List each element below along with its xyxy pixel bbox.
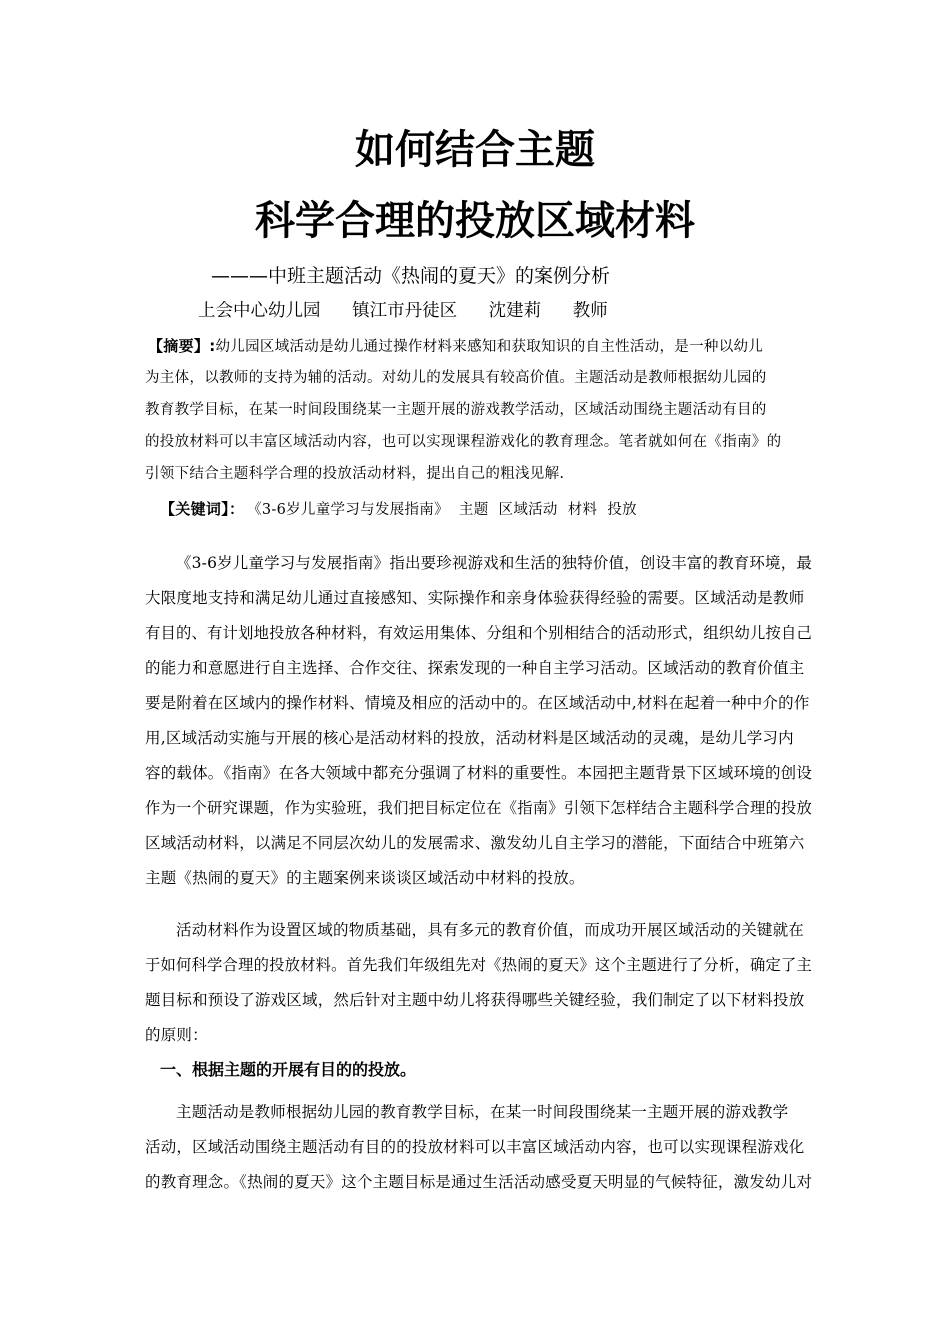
abstract-line: 教育教学目标，在某一时间段围绕某一主题开展的游戏教学活动，区域活动围绕主题活动有目的: [145, 402, 767, 418]
paragraph-line: 要是附着在区域内的操作材料、情境及相应的活动中的。在区域活动中,材料在起着一种中介的作: [145, 694, 810, 712]
paragraph-line: 活动，区域活动围绕主题活动有目的的投放材料可以丰富区域活动内容，也可以实现课程游戏化: [145, 1138, 805, 1156]
keywords-label: 【关键词】：: [160, 500, 245, 518]
paragraph-line: 主题《热闹的夏天》的主题案例来谈谈区域活动中材料的投放。: [145, 869, 585, 887]
keyword: 材料: [567, 502, 598, 518]
keyword: 投放: [607, 502, 637, 518]
author-school: 上会中心幼儿园: [198, 301, 321, 321]
section-heading: 一、根据主题的开展有目的的投放。: [160, 1060, 417, 1079]
author-district: 镇江市丹徒区: [352, 301, 458, 321]
abstract-label: 【摘要】:: [148, 337, 216, 355]
title-line-2: 科学合理的投放区域材料: [255, 198, 695, 244]
keyword: 区域活动: [498, 502, 558, 518]
abstract-text: 幼儿园区域活动是幼儿通过操作材料来感知和获取知识的自主性活动，是一种以幼儿: [215, 339, 764, 355]
paragraph-line: 的教育理念。《热闹的夏天》这个主题目标是通过生活活动感受夏天明显的气候特征，激发幼儿对: [145, 1173, 813, 1191]
paragraph-line: 有目的、有计划地投放各种材料，有效运用集体、分组和个别相结合的活动形式，组织幼儿按自己: [145, 624, 813, 642]
paragraph-line: 主题活动是教师根据幼儿园的教育教学目标，在某一时间段围绕某一主题开展的游戏教学: [176, 1103, 789, 1121]
paragraph-line: 活动材料作为设置区域的物质基础，具有多元的教育价值，而成功开展区域活动的关键就在: [176, 921, 805, 939]
paragraph-line: 的原则：: [145, 1026, 208, 1044]
keywords-line: [160, 493, 647, 526]
paragraph-line: 区域活动材料，以满足不同层次幼儿的发展需求、激发幼儿自主学习的潜能，下面结合中班第六: [145, 834, 805, 852]
abstract-line: 的投放材料可以丰富区域活动内容，也可以实现课程游戏化的教育理念。笔者就如何在《指南》的: [145, 434, 782, 450]
paragraph-line: 《3-6岁儿童学习与发展指南》指出要珍视游戏和生活的独特价值，创设丰富的教育环境，最: [176, 554, 813, 572]
paragraph-line: 用,区域活动实施与开展的核心是活动材料的投放，活动材料是区域活动的灵魂，是幼儿学习内: [145, 729, 794, 747]
paragraph-line: 大限度地支持和满足幼儿通过直接感知、实际操作和亲身体验获得经验的需要。区域活动是教师: [145, 589, 805, 607]
title-line-1: 如何结合主题: [355, 127, 595, 173]
keyword: 《3-6岁儿童学习与发展指南》: [254, 502, 449, 518]
paragraph-line: 于如何科学合理的投放材料。首先我们年级组先对《热闹的夏天》这个主题进行了分析，确定了主: [145, 956, 813, 974]
paragraph-line: 作为一个研究课题，作为实验班，我们把目标定位在《指南》引领下怎样结合主题科学合理的投放: [145, 799, 813, 817]
author-role: 教师: [572, 301, 608, 321]
paragraph-line: 容的载体。《指南》在各大领域中都充分强调了材料的重要性。本园把主题背景下区域环境的创设: [145, 764, 813, 782]
author-line: [198, 296, 634, 326]
abstract-line: 引领下结合主题科学合理的投放活动材料，提出自己的粗浅见解.: [145, 466, 565, 482]
abstract-line: 为主体，以教师的支持为辅的活动。对幼儿的发展具有较高价值。主题活动是教师根据幼儿园的: [145, 370, 767, 386]
subtitle: ———中班主题活动《热闹的夏天》的案例分析: [211, 265, 611, 287]
abstract-line: [148, 330, 763, 363]
paragraph-line: 题目标和预设了游戏区域，然后针对主题中幼儿将获得哪些关键经验，我们制定了以下材料投放: [145, 991, 805, 1009]
paragraph-line: 的能力和意愿进行自主选择、合作交往、探索发现的一种自主学习活动。区域活动的教育价值主: [145, 659, 805, 677]
author-name: 沈建莉: [488, 301, 542, 321]
keyword: 主题: [458, 502, 489, 518]
